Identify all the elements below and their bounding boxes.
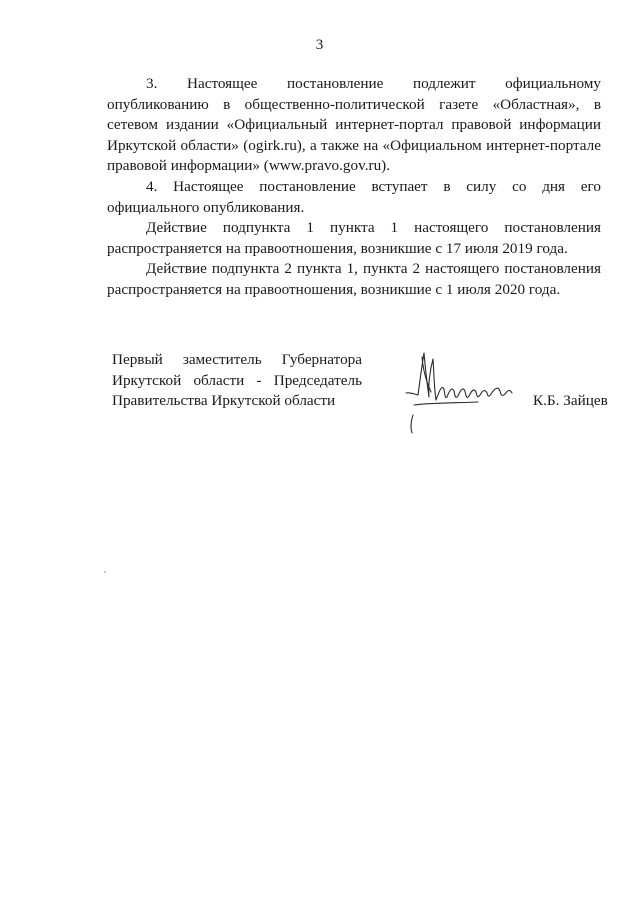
paragraph-subclause-1-effect: Действие подпункта 1 пункта 1 настоящего постановления распространяется на правоотношения, возникшие с 17 июля 2019 года. <box>107 219 601 257</box>
signatory-position-line: Первый заместитель Губернатора <box>112 351 362 368</box>
paragraph-entry-into-force: 4. Настоящее постановление вступает в силу со дня его официального опубликования. <box>107 177 601 216</box>
signatory-position-line: Иркутской области - Председатель <box>112 371 362 389</box>
document-body <box>107 74 601 301</box>
paragraph-subclause-2-effect: Действие подпункта 2 пункта 1, пункта 2 настоящего постановления распространяется на правоотношения, возникшие с 1 июля 2020 года. <box>107 260 601 298</box>
scan-speck <box>104 571 106 573</box>
signatory-position <box>112 350 362 412</box>
paragraph-publication: 3. Настоящее постановление подлежит официальному опубликованию в общественно-политической газете «Областная», в сетевом издании «Официальный интернет-портал правовой информации Иркутской области» (ogirk.ru), а также на «Официальном интернет-портале правовой информации» (www.pravo.gov.ru). <box>107 75 601 175</box>
handwritten-signature <box>398 345 528 440</box>
signatory-position-line: Правительства Иркутской области <box>112 392 336 410</box>
page-number: 3 <box>315 37 324 53</box>
signer-name: К.Б. Зайцев <box>533 392 608 409</box>
